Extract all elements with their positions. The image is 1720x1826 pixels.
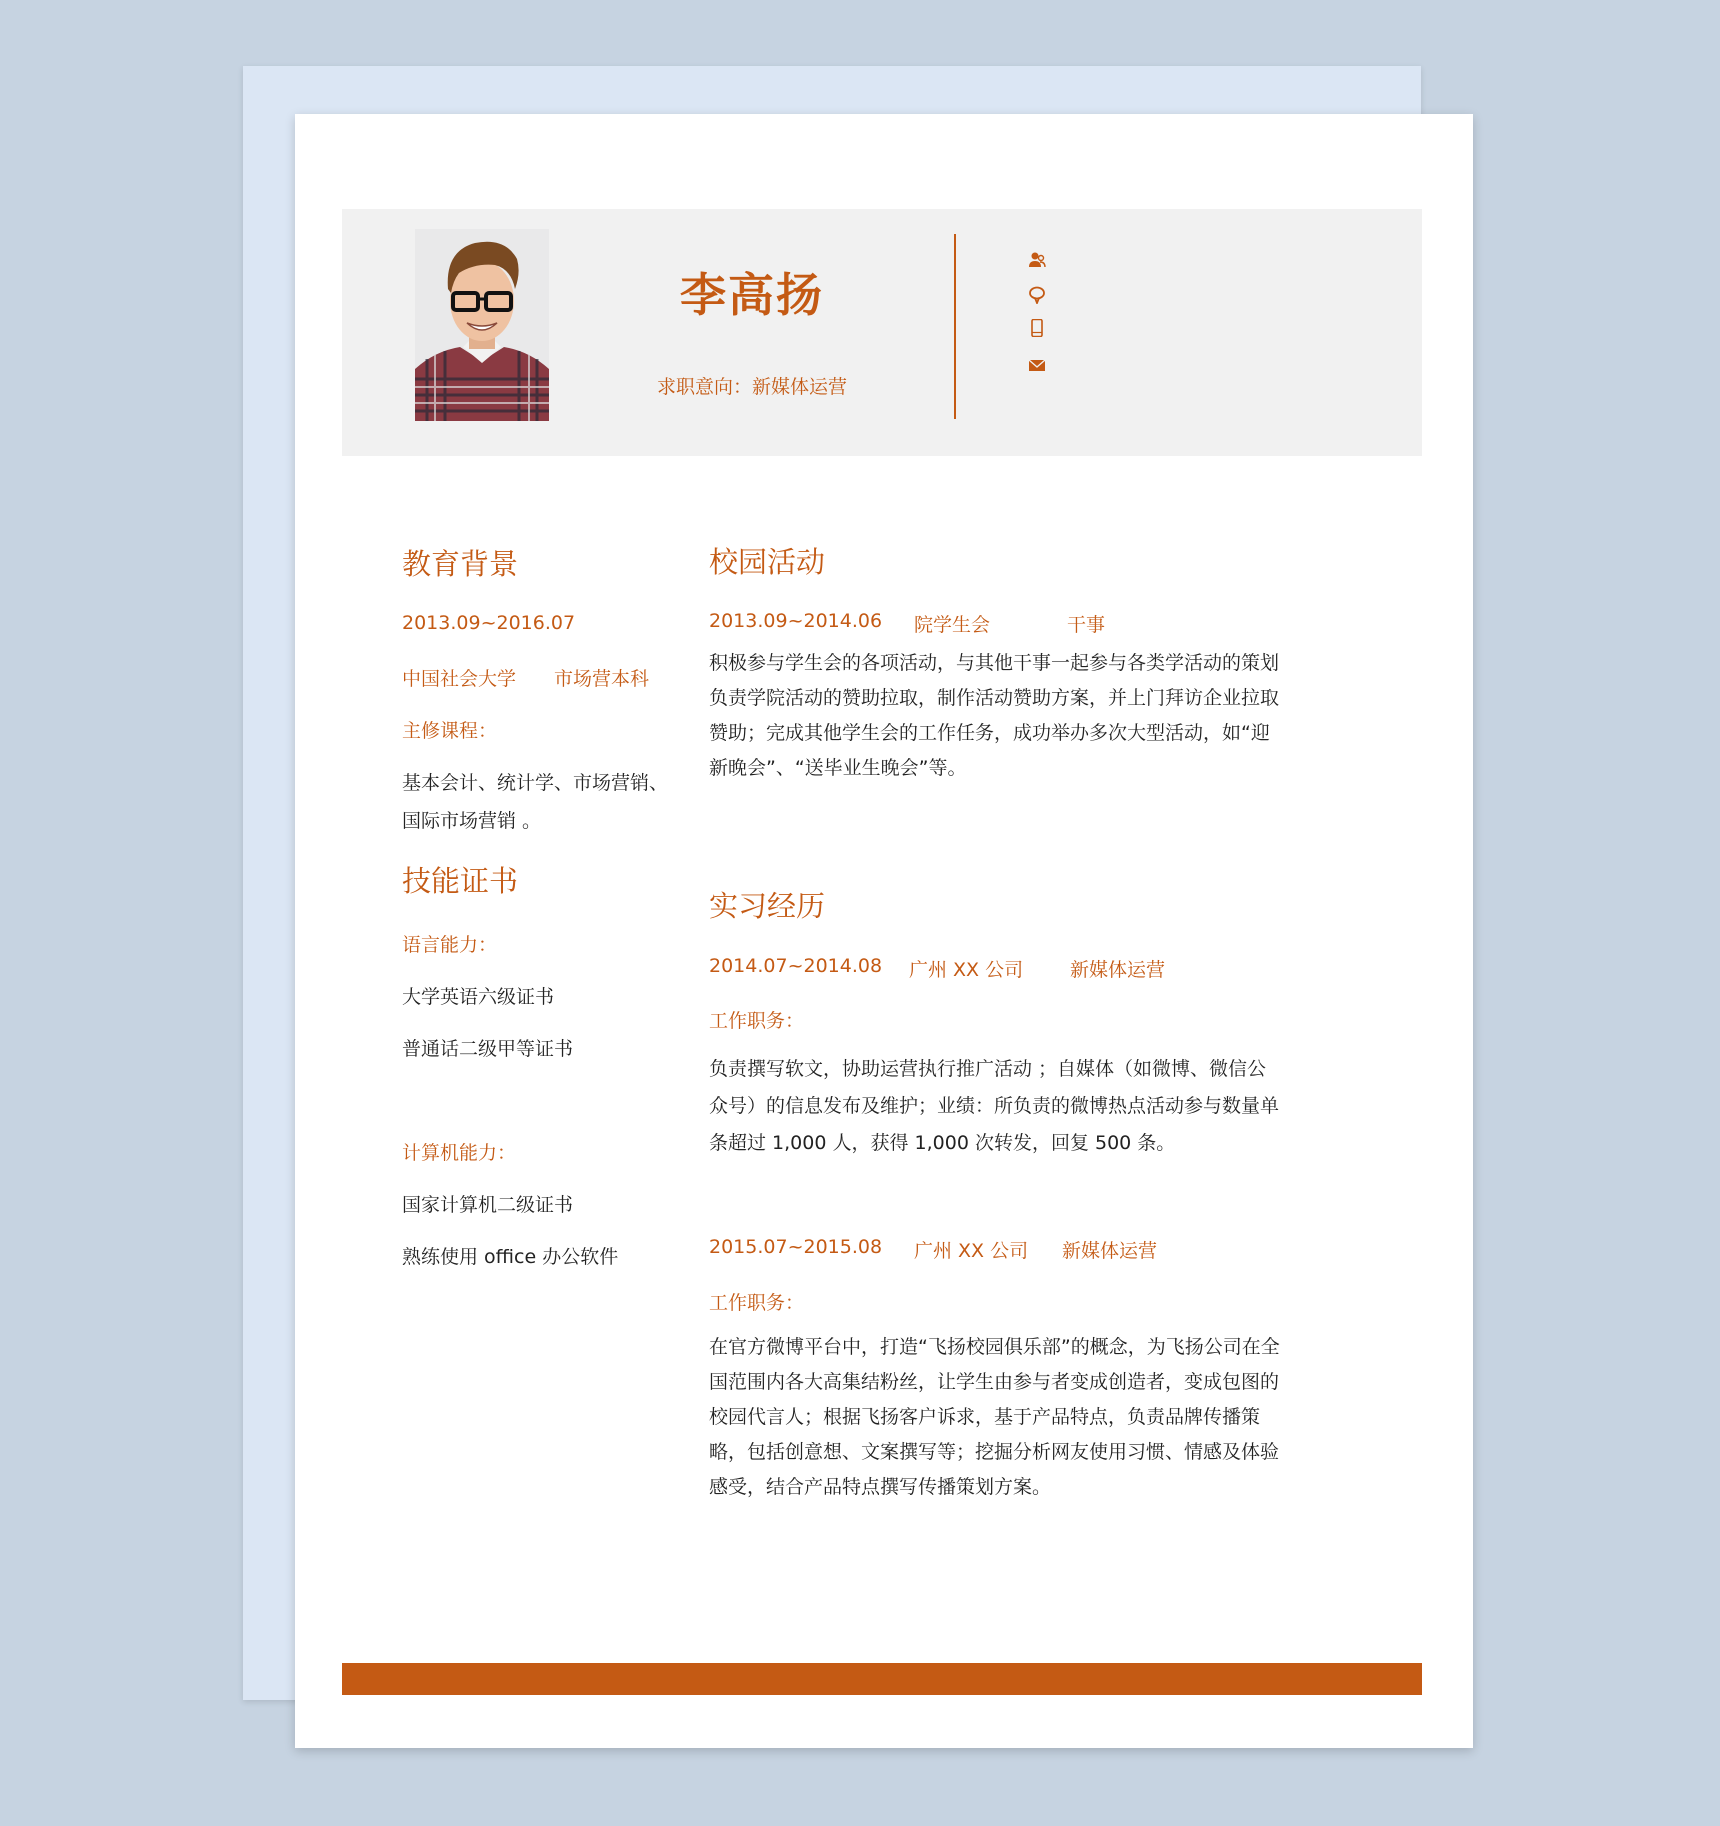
resume-page — [295, 114, 1473, 1748]
campus-description: 积极参与学生会的各项活动，与其他干事一起参与各类学活动的策划负责学院活动的赞助拉取，制作活动赞助方案，并上门拜访企业拉取赞助；完成其他学生会的工作任务，成功举办多次大型活动，如“迎新晚会”、“送毕业生晚会”等。 — [709, 652, 1280, 779]
courses-label: 主修课程： — [402, 720, 498, 742]
duty-label: 工作职务： — [709, 1010, 805, 1032]
skill-item: 国家计算机二级证书 — [402, 1194, 574, 1216]
location-icon — [1028, 286, 1046, 304]
education-period: 2013.09~2016.07 — [402, 612, 576, 634]
internship-company: 广州 XX 公司 — [909, 959, 1024, 981]
internship-company: 广州 XX 公司 — [914, 1240, 1029, 1262]
internship-period: 2014.07~2014.08 — [709, 955, 883, 977]
job-intent: 求职意向：新媒体运营 — [656, 376, 847, 398]
courses-line: 基本会计、统计学、市场营销、 — [402, 772, 669, 794]
internship-role: 新媒体运营 — [1070, 959, 1166, 981]
phone-icon — [1028, 319, 1046, 337]
language-label: 语言能力： — [402, 934, 498, 956]
footer-accent-bar — [342, 1663, 1422, 1695]
internship-period: 2015.07~2015.08 — [709, 1236, 883, 1258]
courses-line: 国际市场营销 。 — [402, 810, 542, 832]
skill-item: 大学英语六级证书 — [402, 986, 555, 1008]
education-title: 教育背景 — [402, 547, 519, 581]
campus-role: 干事 — [1067, 614, 1106, 636]
campus-period: 2013.09~2014.06 — [709, 610, 883, 632]
profile-photo — [415, 229, 549, 421]
education-school: 中国社会大学 — [402, 668, 517, 690]
internship-description: 负责撰写软文，协助运营执行推广活动 ；自媒体（如微博、微信公众号）的信息发布及维护；业绩：所负责的微博热点活动参与数量单条超过 1,000 人，获得 1,000 次转发，回复 500 条。 — [709, 1058, 1280, 1154]
internship-role: 新媒体运营 — [1062, 1240, 1158, 1262]
campus-org: 院学生会 — [914, 614, 991, 636]
computer-label: 计算机能力： — [402, 1142, 517, 1164]
header-divider — [954, 234, 956, 419]
candidate-name: 李高扬 — [680, 268, 824, 322]
duty-label: 工作职务： — [709, 1292, 805, 1314]
mail-icon — [1028, 356, 1046, 374]
skill-item: 普通话二级甲等证书 — [402, 1038, 574, 1060]
campus-title: 校园活动 — [709, 545, 826, 579]
user-icon — [1028, 251, 1046, 269]
internship-description: 在官方微博平台中，打造“飞扬校园俱乐部”的概念，为飞扬公司在全国范围内各大高集结粉丝，让学生由参与者变成创造者，变成包图的校园代言人；根据飞扬客户诉求，基于产品特点，负责品牌传播策略，包括创意想、文案撰写等；挖掘分析网友使用习惯、情感及体验感受，结合产品特点撰写传播策划方案。 — [709, 1336, 1280, 1498]
skills-title: 技能证书 — [402, 864, 519, 898]
education-degree: 市场营本科 — [554, 668, 650, 690]
resume-header — [342, 209, 1422, 456]
skill-item: 熟练使用 office 办公软件 — [402, 1246, 619, 1268]
internship-title: 实习经历 — [709, 889, 826, 923]
